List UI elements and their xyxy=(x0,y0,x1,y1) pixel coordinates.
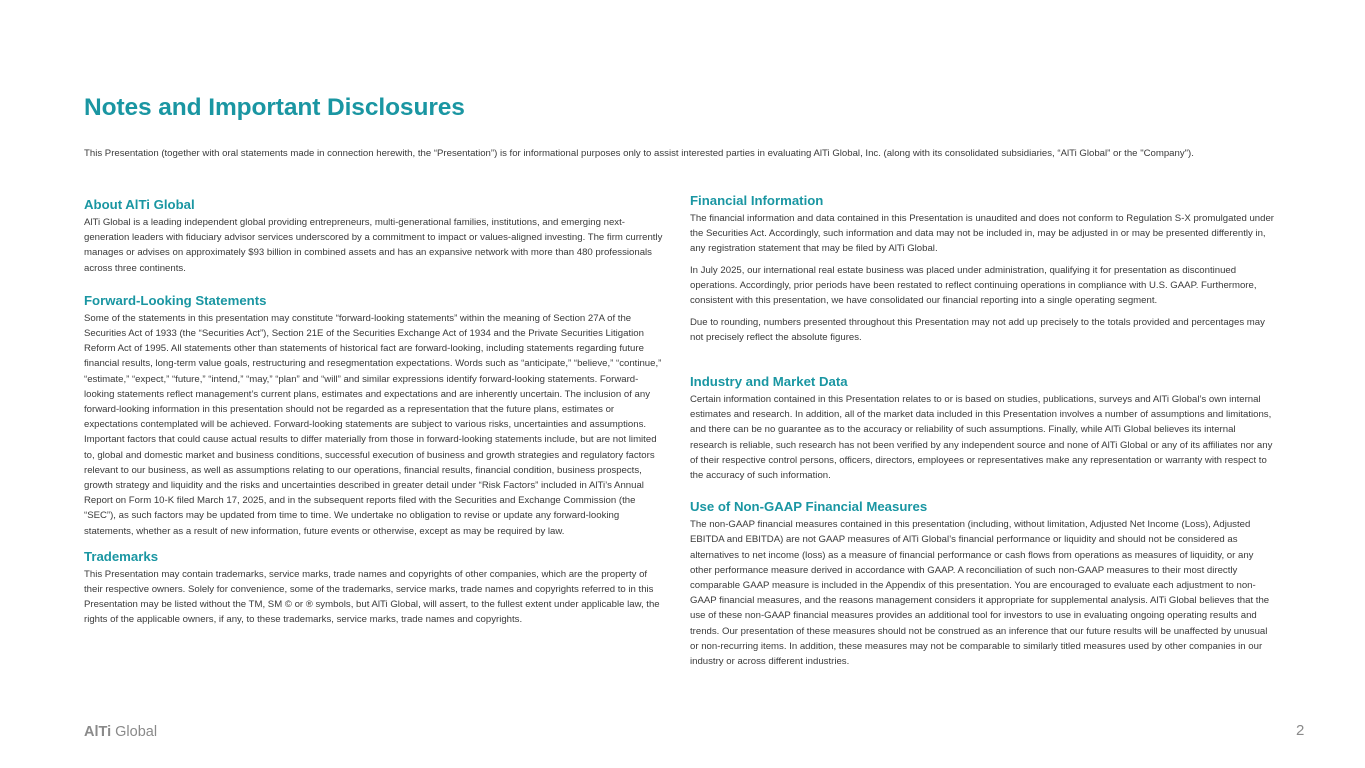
intro-paragraph: This Presentation (together with oral statements made in connection herewith, the “Presentation”) is for informational purposes only to assist interested parties in evaluating AlTi Global, Inc. (along with its consolidated subsidiaries, “AlTi Global” or the "Company"). xyxy=(84,148,1194,159)
section-heading: Financial Information xyxy=(690,193,824,208)
section-non-gaap-measures xyxy=(690,498,1275,669)
page-title: Notes and Important Disclosures xyxy=(84,94,465,121)
section-body: The non-GAAP financial measures contained in this presentation (including, without limitation, Adjusted Net Income (Loss), Adjusted EBITDA and EBITDA) are not GAAP measures of AlTi Global’s financial performance or liquidity and should not be considered as alternatives to net income (loss) as a measure of financial performance or cash flows from operations as measures of liquidity, or any other performance measure derived in accordance with GAAP. A reconciliation of such non-GAAP measures to their most directly comparable GAAP measure is included in the Appendix of this presentation. You are encouraged to evaluate each adjustment to non-GAAP financial measures, and the reasons management considers it appropriate for supplemental analysis. AlTi Global believes that the use of these non-GAAP financial measures provides an additional tool for investors to use in evaluating ongoing operating results and trends. Our presentation of these measures should not be construed as an inference that our future results will be unaffected by unusual or non-recurring items. In addition, these measures may not be comparable to similarly titled measures used by other companies in our industry or across different industries. xyxy=(690,519,1270,668)
logo-bold-text: AlTi xyxy=(84,724,112,740)
section-trademarks xyxy=(84,548,668,628)
section-body: This Presentation may contain trademarks, service marks, trade names and copyrights of other companies, which are the property of their respective owners. Solely for convenience, some of the trademarks, service marks, trade names and copyrights referred to in this Presentation may be listed without the TM, SM © or ® symbols, but AlTi Global, will assert, to the fullest extent under applicable law, the rights of the applicable owners, if any, to these trademarks, service marks, trade names and copyrights. xyxy=(84,568,660,626)
left-column xyxy=(84,196,668,628)
section-body: Certain information contained in this Presentation relates to or is based on studies, publications, surveys and AlTi Global’s own internal estimates and research. In addition, all of the market data included in this Presentation involves a number of assumptions and limitations, and there can be no guarantee as to the accuracy or reliability of such assumptions. Finally, while AlTi Global believes its internal research is reliable, such research has not been verified by any independent source and none of AlTi Global or any of its affiliates nor any of their respective control persons, officers, directors, employees or representatives make any representation or warranty with respect to the accuracy of such information. xyxy=(690,394,1273,482)
page-number: 2 xyxy=(1296,722,1305,739)
company-logo xyxy=(84,724,157,740)
section-body: In July 2025, our international real estate business was placed under administration, qualifying it for presentation as discontinued operations. Accordingly, prior periods have been restated to reflect continuing operations in compliance with U.S. GAAP. Furthermore, consistent with this presentation, we have consolidated our financial reporting into a single operating segment. xyxy=(690,264,1257,307)
section-body: Due to rounding, numbers presented throughout this Presentation may not add up precisely to the totals provided and percentages may not precisely reflect the absolute figures. xyxy=(690,316,1265,343)
logo-text: Global xyxy=(111,724,158,740)
section-body: The financial information and data contained in this Presentation is unaudited and does not conform to Regulation S-X promulgated under the Securities Act. Accordingly, such information and data may not be included in, may be adjusted in or may be presented differently in, any registration statement that may be filed by AlTi Global. xyxy=(690,213,1274,255)
section-industry-market-data xyxy=(690,373,1275,483)
section-financial-information xyxy=(690,192,1275,345)
section-heading: Industry and Market Data xyxy=(690,374,848,389)
section-heading: Use of Non-GAAP Financial Measures xyxy=(690,499,928,515)
section-body: Some of the statements in this presentation may constitute “forward-looking statements” within the meaning of Section 27A of the Securities Act of 1933 (the “Securities Act”), Section 21E of the Securities Exchange Act of 1934 and the Private Securities Litigation Reform Act of 1995. All statements other than statements of historical fact are forward-looking, including statements regarding future financial results, long-term value goals, restructuring and resegmentation expectations. Words such as “anticipate,” “believe,” “continue,” “estimate,” “expect,” “future,” “intend,” “may,” “plan” and “will” and similar expressions identify forward-looking statements. Forward-looking statements reflect management’s current plans, estimates and expectations and are inherently uncertain. The inclusion of any forward-looking information in this presentation should not be regarded as a representation that the future plans, estimates or expectations contemplated will be achieved. Forward-looking statements are subject to various risks, uncertainties and assumptions. Important factors that could cause actual results to differ materially from those in forward-looking statements include, but are not limited to, global and domestic market and business conditions, successful execution of business and growth strategies and regulatory factors relevant to our business, as well as assumptions relating to our operations, financial results, financial condition, business prospects, growth strategy and liquidity and the risks and uncertainties described in greater detail under “Risk Factors” included in AlTi’s Annual Report on Form 10-K filed March 17, 2025, and in the subsequent reports filed with the Securities and Exchange Commission (the “SEC”), as such factors may be updated from time to time. We undertake no obligation to revise or update any forward-looking statements, whether as a result of new information, future events or otherwise, except as may be required by law. xyxy=(84,312,662,537)
section-about xyxy=(84,196,668,276)
section-heading: Forward-Looking Statements xyxy=(84,292,267,308)
section-forward-looking-statements xyxy=(84,292,668,539)
section-body: AlTi Global is a leading independent global providing entrepreneurs, multi-generational families, institutions, and emerging next-generation leaders with fiduciary advisor services underscored by a commitment to impact or values-aligned investing. The firm currently manages or advises on approximately $93 billion in combined assets and has an expansive network with more than 480 professionals across three continents. xyxy=(84,217,663,274)
section-heading: About AlTi Global xyxy=(84,197,195,212)
section-heading: Trademarks xyxy=(84,548,159,564)
right-column xyxy=(690,192,1275,669)
